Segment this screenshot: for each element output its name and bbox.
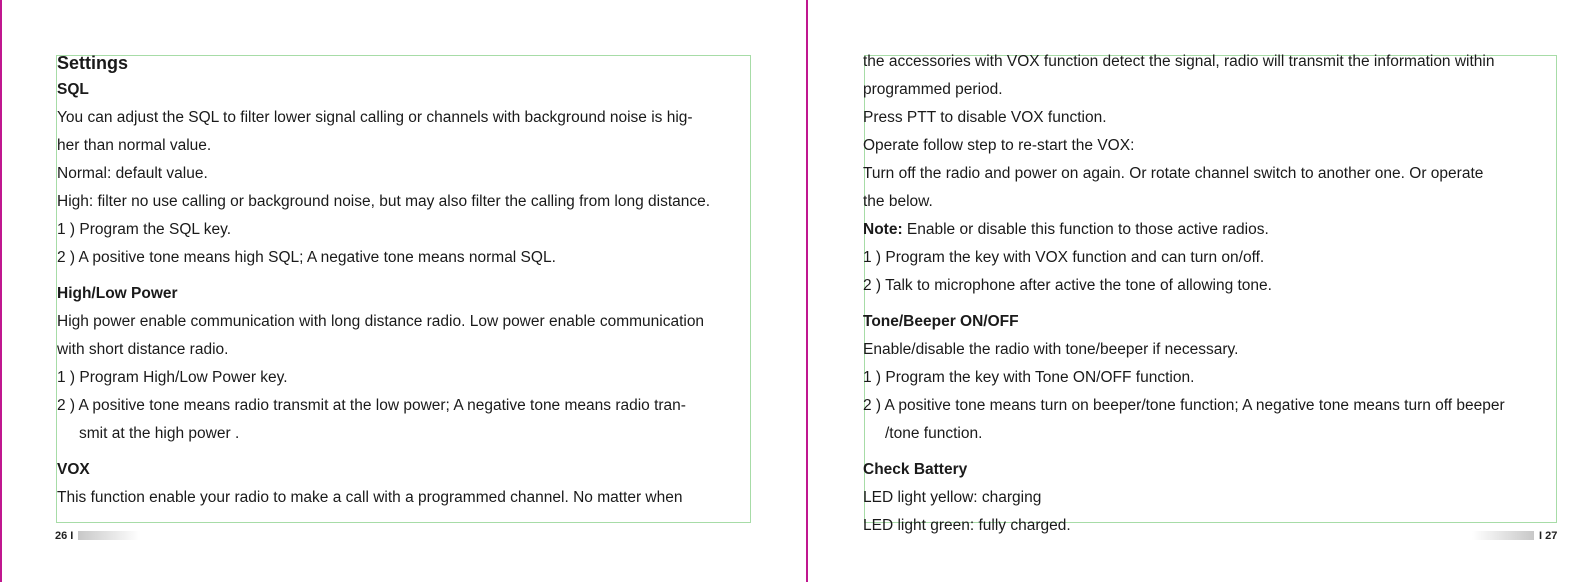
step-line: 2 ) A positive tone means turn on beeper/tone function; A negative tone means turn off beeper — [863, 397, 1505, 414]
footer-gradient-bar — [78, 531, 140, 540]
left-page-content — [57, 48, 710, 512]
step-line: 1 ) Program the key with Tone ON/OFF function. — [863, 369, 1195, 386]
paragraph-line: Enable/disable the radio with tone/beeper if necessary. — [863, 341, 1239, 358]
step-line-continued: /tone function. — [885, 425, 983, 442]
page-number-text: 27 — [1545, 530, 1558, 542]
page-title: Settings — [57, 53, 129, 73]
paragraph-line: This function enable your radio to make a call with a programmed channel. No matter when — [57, 489, 683, 506]
paragraph-line: High power enable communication with long distance radio. Low power enable communication — [57, 313, 705, 330]
paragraph-line: Press PTT to disable VOX function. — [863, 109, 1107, 126]
paragraph-line: LED light green: fully charged. — [863, 517, 1071, 534]
paragraph-line: Normal: default value. — [57, 165, 208, 182]
note-line — [863, 216, 1505, 244]
step-line: 1 ) Program the key with VOX function and can turn on/off. — [863, 249, 1265, 266]
note-text: Enable or disable this function to those active radios. — [902, 221, 1269, 238]
paragraph-line: her than normal value. — [57, 137, 212, 154]
paragraph-line: LED light yellow: charging — [863, 489, 1042, 506]
paragraph-line: programmed period. — [863, 81, 1003, 98]
paragraph-line: the accessories with VOX function detect the signal, radio will transmit the information within — [863, 53, 1495, 70]
paragraph-line: the below. — [863, 193, 933, 210]
battery-heading: Check Battery — [863, 461, 968, 478]
footer-gradient-bar — [1472, 531, 1534, 540]
power-heading: High/Low Power — [57, 285, 178, 302]
page-edge-line — [0, 0, 2, 582]
paragraph-line: You can adjust the SQL to filter lower signal calling or channels with background noise is hig- — [57, 109, 693, 126]
paragraph-line: Turn off the radio and power on again. Or rotate channel switch to another one. Or operate — [863, 165, 1484, 182]
page-number-divider: I — [1539, 530, 1546, 542]
step-line: 1 ) Program the SQL key. — [57, 221, 232, 238]
note-label: Note: — [863, 221, 903, 238]
page-number-right — [1539, 530, 1557, 542]
step-line: 2 ) Talk to microphone after active the tone of allowing tone. — [863, 277, 1272, 294]
page-number-divider: I — [67, 530, 74, 542]
sql-heading: SQL — [57, 81, 89, 98]
tone-heading: Tone/Beeper ON/OFF — [863, 313, 1019, 330]
right-page-content — [863, 48, 1505, 540]
page-number-left — [55, 530, 73, 542]
step-line-continued: smit at the high power . — [79, 425, 240, 442]
paragraph-line: High: filter no use calling or background noise, but may also filter the calling from long distance. — [57, 193, 711, 210]
vox-heading: VOX — [57, 461, 90, 478]
spine-divider — [806, 0, 808, 582]
paragraph-line: with short distance radio. — [57, 341, 229, 358]
step-line: 1 ) Program High/Low Power key. — [57, 369, 288, 386]
paragraph-line: Operate follow step to re-start the VOX: — [863, 137, 1135, 154]
page-number-text: 26 — [55, 530, 68, 542]
step-line: 2 ) A positive tone means high SQL; A negative tone means normal SQL. — [57, 249, 556, 266]
step-line: 2 ) A positive tone means radio transmit at the low power; A negative tone means radio tran- — [57, 397, 686, 414]
